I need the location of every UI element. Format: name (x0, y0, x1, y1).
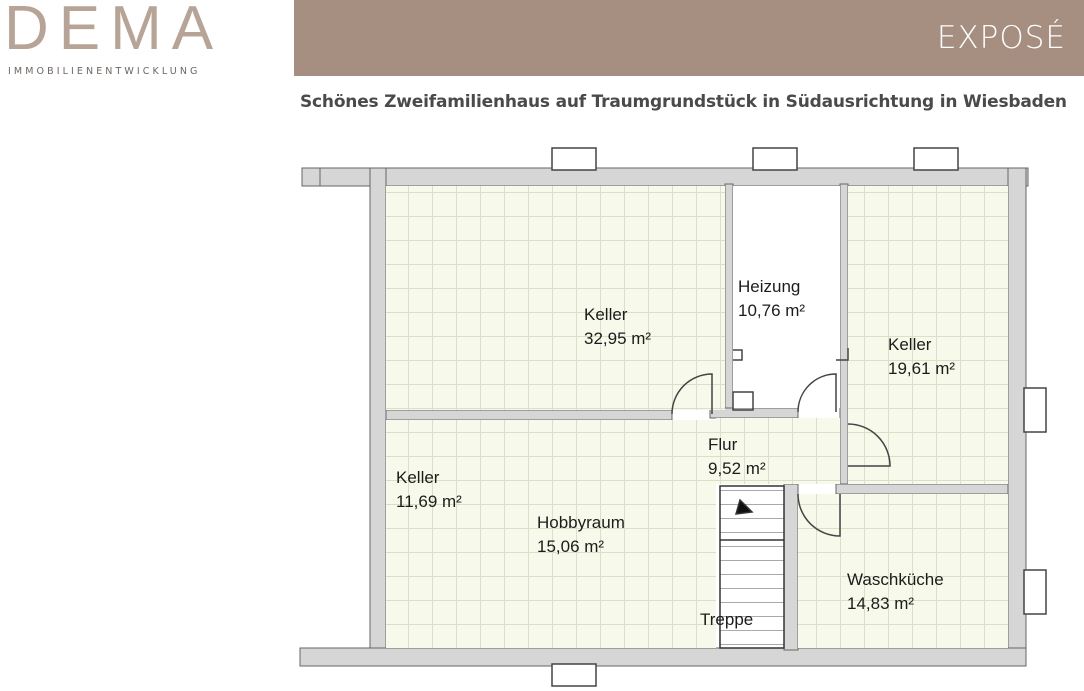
banner-title: EXPOSÉ (936, 20, 1066, 56)
room-keller-1-name: Keller (584, 305, 628, 324)
room-flur-area: 9,52 m² (708, 459, 766, 478)
room-treppe-name: Treppe (700, 610, 754, 629)
logo-subtitle: IMMOBILIENENTWICKLUNG (8, 66, 201, 77)
property-title: Schönes Zweifamilienhaus auf Traumgrundstück in Südausrichtung in Wiesbaden (300, 92, 1067, 112)
room-waschkueche-area: 14,83 m² (847, 594, 915, 613)
logo-wordmark: DEMA (4, 0, 224, 63)
room-hobbyraum-area: 15,06 m² (537, 537, 605, 556)
room-keller-1-area: 32,95 m² (584, 329, 652, 348)
room-keller-2-area: 19,61 m² (888, 359, 956, 378)
room-keller-3-area: 11,69 m² (396, 492, 462, 511)
room-keller-3-name: Keller (396, 468, 440, 487)
room-flur-name: Flur (708, 435, 738, 454)
room-waschkueche-name: Waschküche (847, 570, 944, 589)
room-keller-2-name: Keller (888, 335, 932, 354)
room-heizung-area: 10,76 m² (738, 301, 806, 320)
room-hobbyraum-name: Hobbyraum (537, 513, 625, 532)
room-heizung-name: Heizung (738, 277, 801, 296)
